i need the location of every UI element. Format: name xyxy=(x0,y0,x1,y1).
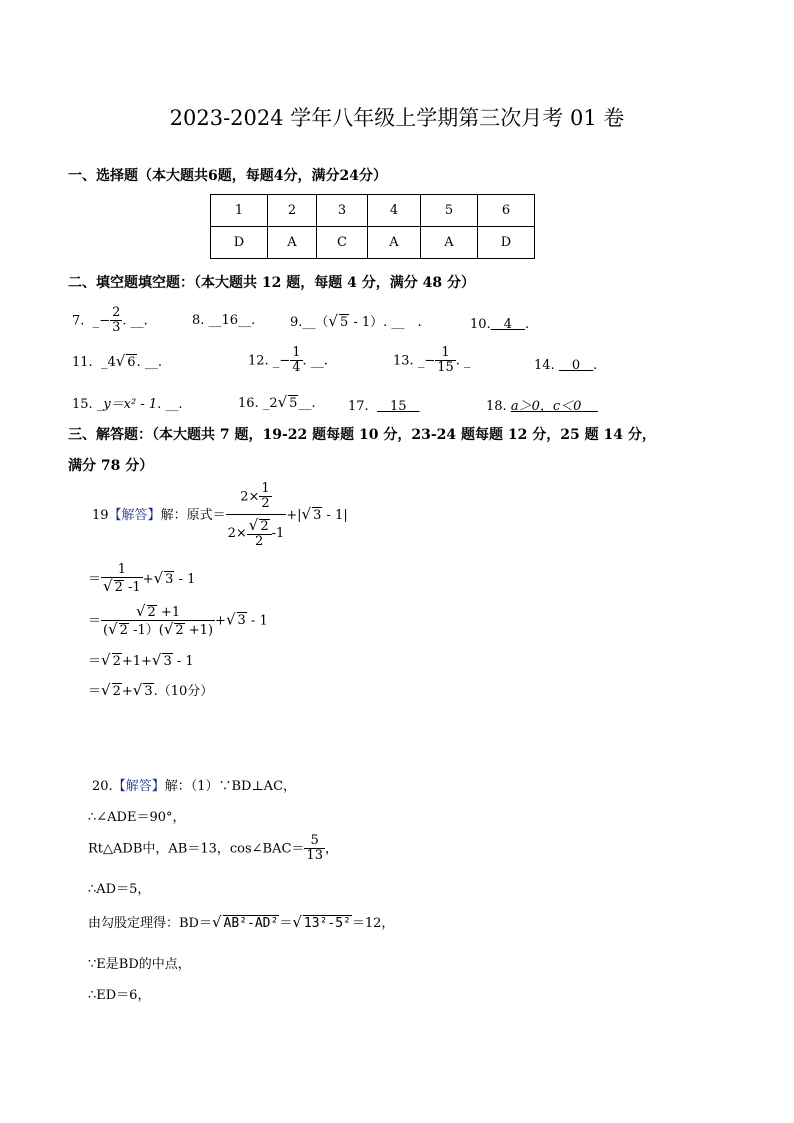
q19-step2-num: 1 xyxy=(101,563,143,578)
q14-value: 0 xyxy=(558,358,594,373)
q19-half-num: 1 xyxy=(261,481,270,496)
q20-tag: 【解答】 xyxy=(112,779,165,794)
q20-line5: 由勾股定理得：BD＝√ AB²-AD²＝√ 13²-5²＝12， xyxy=(88,913,395,931)
q16-label: 16. xyxy=(238,396,259,411)
q19-line3: ＝ $\frac{√ 2 +1}{(√ 2 -1)(√ 2 +1)}$ +√ 3 - 1 xyxy=(88,602,268,639)
q19-tag: 【解答】 xyxy=(108,508,161,524)
q11-radicand: 6 xyxy=(127,355,136,370)
q19-step2-end: - 1 xyxy=(174,571,196,587)
q9-radicand: 5 xyxy=(339,315,349,330)
q7-numerator: 2 xyxy=(112,305,121,320)
section2-heading: 二、填空题填空题：（本大题共 12 题，每题 4 分，满分 48 分） xyxy=(68,275,475,291)
q19-step2-den-tail: -1 xyxy=(123,580,141,596)
section3-heading-line1: 三、解答题：（本大题共 7 题，19-22 题每题 10 分，23-24 题每题 12 分，25 题 14 分， xyxy=(68,427,656,443)
table-cell: 3 xyxy=(317,195,368,227)
q19-step2-r2: 2 xyxy=(114,580,123,596)
q13-denominator: 15 xyxy=(437,360,454,376)
q11-label: 11. xyxy=(72,355,93,370)
q18-value: a＞0，c＜0 xyxy=(510,399,582,414)
q19-abs-close: - 1| xyxy=(322,508,348,524)
page-title: 2023-2024 学年八年级上学期第三次月考 01 卷 xyxy=(169,106,625,130)
q13-numerator: 1 xyxy=(435,346,456,361)
q19-den2: 2 xyxy=(255,533,264,549)
q18-label: 18. xyxy=(486,399,507,414)
q7-fraction xyxy=(110,306,122,336)
q19-half-den: 2 xyxy=(261,496,270,512)
section3-heading-line2: 满分 78 分） xyxy=(68,458,154,474)
table-cell: A xyxy=(421,227,478,259)
q13-fraction xyxy=(435,346,456,376)
table-cell: 1 xyxy=(211,195,268,227)
answer-q8: 8. __16__. xyxy=(192,313,256,328)
q20-line3-text: Rt△ADB中，AB＝13，cos∠BAC＝ xyxy=(88,841,305,857)
q12-label: 12. xyxy=(248,353,269,369)
q19-line4: ＝√ 2+1+√ 3 - 1 xyxy=(88,651,194,669)
table-cell: C xyxy=(317,227,368,259)
answer-q10: 10. 4 . xyxy=(470,317,530,332)
q12-denominator: 4 xyxy=(292,360,301,376)
q20-line5-end: ＝12， xyxy=(351,916,395,931)
table-cell: D xyxy=(478,227,535,259)
q17-value: 15 xyxy=(376,399,420,414)
q20-number: 20. xyxy=(92,779,113,794)
q19-step2-eq: ＝ xyxy=(88,571,102,587)
q15-value: y＝x² - 1 xyxy=(103,397,158,412)
q19-minus1: -1 xyxy=(271,525,285,541)
q19-num-two: 2× xyxy=(240,489,260,505)
q20-line6: ∵E是BD的中点， xyxy=(88,957,191,972)
q20-line2: ∴∠ADE＝90°， xyxy=(88,810,186,825)
q20-line5-text: 由勾股定理得：BD＝ xyxy=(88,916,212,931)
q20-radicand1: AB²-AD² xyxy=(223,916,279,931)
answer-q7: 7. _− $\frac{2}{3}$ . __. xyxy=(72,305,148,336)
q19-half xyxy=(259,482,271,512)
q19-intro: 解：原式＝ xyxy=(160,508,226,524)
q9-label: 9.__（ xyxy=(290,315,329,330)
q20-line4: ∴AD＝5， xyxy=(88,882,151,897)
answer-q16: 16. _2√ 5__. xyxy=(238,393,316,411)
q15-label: 15. xyxy=(72,397,93,412)
q19-abs-open: +| xyxy=(286,508,302,524)
answer-q13: 13. _− $\frac{1}{15}$ . _ xyxy=(393,345,471,376)
answer-q11: 11. _4√ 6. __. xyxy=(72,352,162,370)
q19-r2: 2 xyxy=(260,518,269,534)
table-cell: 2 xyxy=(268,195,317,227)
q19-step3-fraction: $\frac{√ 2 +1}{(√ 2 -1)(√ 2 +1)}$ xyxy=(103,602,214,639)
answer-q12: 12. _− $\frac{1}{4}$ . __. xyxy=(248,345,328,376)
q13-label: 13. xyxy=(393,353,414,369)
q17-label: 17. xyxy=(348,399,369,414)
table-row-answers xyxy=(211,227,535,259)
q14-label: 14. xyxy=(534,358,555,373)
q16-coefficient: 2 xyxy=(269,396,278,411)
q20-line3-end: ， xyxy=(324,841,338,857)
answer-q18 xyxy=(486,395,598,414)
answer-q17 xyxy=(348,395,420,414)
q19-step2-fraction: $\frac{1}{√ 2 -1}$ xyxy=(103,562,141,596)
q12-fraction xyxy=(290,346,302,376)
q10-label: 10. xyxy=(470,317,491,332)
answer-q14: 14. 0 . xyxy=(534,358,598,373)
q19-step2-plus: + xyxy=(142,571,154,587)
q19-r3: 3 xyxy=(313,508,322,524)
q19-big-fraction xyxy=(226,482,287,549)
answer-q9: 9.__（√ 5 - 1）. __ . xyxy=(290,312,422,330)
q11-coefficient: 4 xyxy=(107,355,116,370)
q19-line1: 19【解答】解：原式＝ 2× $\frac{1}{2}$ 2× $\frac{√ 2}{2}$ -1 +|√ 3 - 1| xyxy=(92,481,348,549)
q19-step3-num-tail: +1 xyxy=(156,605,181,620)
q19-number: 19 xyxy=(92,508,109,524)
q9-tail: - 1）. __ . xyxy=(349,315,422,330)
q16-radicand: 5 xyxy=(289,396,298,411)
q20-line1 xyxy=(92,775,296,794)
q19-root2-over-2: $\frac{√ 2}{2}$ xyxy=(247,517,272,550)
q19-line2: ＝ $\frac{1}{√ 2 -1}$ +√ 3 - 1 xyxy=(88,562,196,596)
q12-numerator: 1 xyxy=(292,345,301,360)
q20-cos-den: 13 xyxy=(306,848,323,864)
table-cell: A xyxy=(268,227,317,259)
table-cell: 4 xyxy=(368,195,421,227)
section1-heading: 一、选择题（本大题共6题，每题4分，满分24分） xyxy=(68,168,387,184)
q20-line3 xyxy=(88,834,338,864)
table-cell: 6 xyxy=(478,195,535,227)
q20-radicand2: 13²-5² xyxy=(303,916,351,931)
q20-cos-num: 5 xyxy=(304,834,325,849)
table-cell: A xyxy=(368,227,421,259)
table-row-numbers xyxy=(211,195,535,227)
q7-label: 7. xyxy=(72,313,85,329)
table-cell: D xyxy=(211,227,268,259)
answer-q15: 15. _y＝x² - 1. __. xyxy=(72,397,183,412)
q19-step2-r3: 3 xyxy=(165,571,174,587)
table-cell: 5 xyxy=(421,195,478,227)
q19-den-two: 2× xyxy=(227,525,247,541)
answer-table xyxy=(210,194,535,259)
q7-denominator: 3 xyxy=(112,320,121,336)
q20-line7: ∴ED＝6， xyxy=(88,988,151,1003)
q20-eq: ＝ xyxy=(279,916,293,931)
q10-value: 4 xyxy=(490,317,525,332)
q20-cos-fraction xyxy=(304,834,325,864)
q20-text1: 解：（1）∵BD⊥AC， xyxy=(164,779,297,794)
q19-line5: ＝√ 2+√ 3.（10分） xyxy=(88,681,214,699)
